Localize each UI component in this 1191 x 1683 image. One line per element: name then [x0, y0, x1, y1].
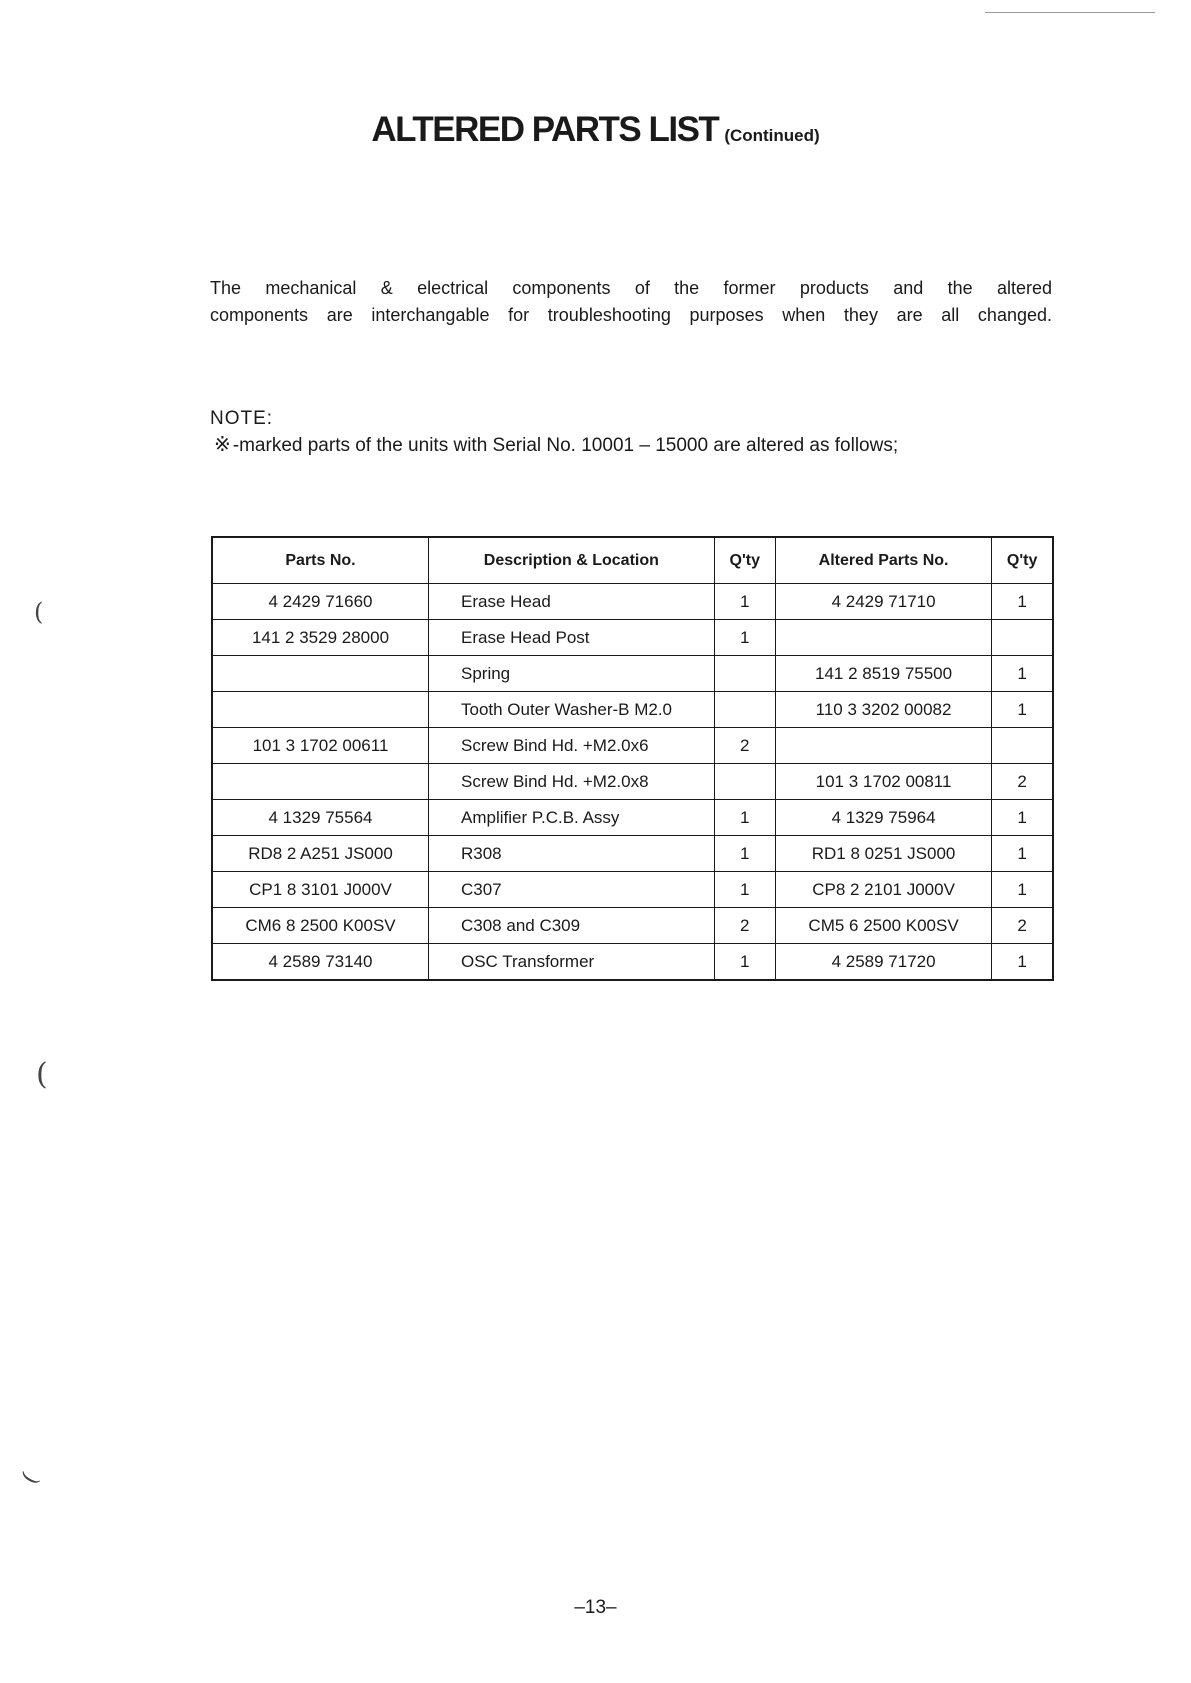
note-body: -marked parts of the units with Serial No. 10001 – 15000 are altered as follows;	[232, 435, 899, 456]
cell-qty: 1	[714, 584, 775, 620]
cell-parts-no: 141 2 3529 28000	[212, 620, 429, 656]
cell-altered-qty: 1	[992, 692, 1053, 728]
note-label: NOTE:	[210, 408, 274, 429]
cell-altered-qty: 1	[992, 944, 1053, 981]
table-row	[212, 692, 1053, 728]
header-parts-no: Parts No.	[212, 537, 429, 584]
cell-description: Spring	[429, 656, 715, 692]
note-text	[214, 432, 898, 457]
cell-qty	[714, 764, 775, 800]
cell-altered-parts-no: 4 2429 71710	[775, 584, 992, 620]
table-row	[212, 800, 1053, 836]
cell-altered-qty: 1	[992, 800, 1053, 836]
table-row	[212, 656, 1053, 692]
cell-parts-no: CM6 8 2500 K00SV	[212, 908, 429, 944]
intro-line-2: components are interchangable for troubleshooting purposes when they are all changed.	[210, 305, 1052, 325]
cell-qty: 1	[714, 836, 775, 872]
cell-parts-no	[212, 656, 429, 692]
cell-description: Tooth Outer Washer-B M2.0	[429, 692, 715, 728]
cell-description: Erase Head	[429, 584, 715, 620]
header-description: Description & Location	[429, 537, 715, 584]
cell-parts-no	[212, 692, 429, 728]
cell-qty: 1	[714, 800, 775, 836]
parts-table	[211, 536, 1054, 981]
cell-altered-parts-no: 4 2589 71720	[775, 944, 992, 981]
cell-description: OSC Transformer	[429, 944, 715, 981]
cell-qty: 1	[714, 944, 775, 981]
cell-qty	[714, 656, 775, 692]
cell-altered-qty: 1	[992, 584, 1053, 620]
cell-altered-parts-no: RD1 8 0251 JS000	[775, 836, 992, 872]
cell-altered-parts-no	[775, 620, 992, 656]
page-title-main: ALTERED PARTS LIST	[371, 110, 719, 149]
cell-description: Erase Head Post	[429, 620, 715, 656]
cell-altered-qty: 1	[992, 872, 1053, 908]
header-qty: Q'ty	[714, 537, 775, 584]
cell-qty: 1	[714, 620, 775, 656]
scan-edge-line	[985, 12, 1155, 13]
cell-altered-qty: 2	[992, 908, 1053, 944]
cell-altered-parts-no: 141 2 8519 75500	[775, 656, 992, 692]
page-title	[0, 110, 1191, 150]
table-row	[212, 836, 1053, 872]
cell-parts-no: 4 2429 71660	[212, 584, 429, 620]
cell-description: C307	[429, 872, 715, 908]
intro-paragraph	[210, 275, 1052, 329]
cell-parts-no: 101 3 1702 00611	[212, 728, 429, 764]
binding-hole-mark: (	[17, 1468, 44, 1489]
cell-description: C308 and C309	[429, 908, 715, 944]
table-row	[212, 872, 1053, 908]
cell-altered-parts-no: 101 3 1702 00811	[775, 764, 992, 800]
cell-altered-qty: 2	[992, 764, 1053, 800]
table-row	[212, 944, 1053, 981]
table-row	[212, 728, 1053, 764]
cell-parts-no: RD8 2 A251 JS000	[212, 836, 429, 872]
page-number: –13–	[574, 1597, 617, 1618]
cell-parts-no: CP1 8 3101 J000V	[212, 872, 429, 908]
header-altered-parts-no: Altered Parts No.	[775, 537, 992, 584]
table-row	[212, 620, 1053, 656]
cell-altered-parts-no: 110 3 3202 00082	[775, 692, 992, 728]
cell-parts-no: 4 1329 75564	[212, 800, 429, 836]
cell-altered-qty: 1	[992, 836, 1053, 872]
cell-altered-parts-no: CM5 6 2500 K00SV	[775, 908, 992, 944]
intro-line-1: The mechanical & electrical components of the former products and the altered	[210, 278, 1052, 298]
cell-altered-parts-no	[775, 728, 992, 764]
asterisk-mark-icon: ※	[214, 434, 231, 456]
cell-qty: 2	[714, 728, 775, 764]
cell-qty: 2	[714, 908, 775, 944]
table-row	[212, 908, 1053, 944]
cell-description: Screw Bind Hd. +M2.0x6	[429, 728, 715, 764]
page-title-subtitle: (Continued)	[724, 126, 820, 145]
cell-qty	[714, 692, 775, 728]
cell-altered-qty	[992, 620, 1053, 656]
table-header-row	[212, 537, 1053, 584]
cell-description: Screw Bind Hd. +M2.0x8	[429, 764, 715, 800]
cell-altered-parts-no: CP8 2 2101 J000V	[775, 872, 992, 908]
cell-description: Amplifier P.C.B. Assy	[429, 800, 715, 836]
cell-parts-no	[212, 764, 429, 800]
table-row	[212, 584, 1053, 620]
binding-hole-mark: (	[36, 1057, 48, 1092]
cell-altered-qty	[992, 728, 1053, 764]
table-row	[212, 764, 1053, 800]
cell-altered-parts-no: 4 1329 75964	[775, 800, 992, 836]
cell-description: R308	[429, 836, 715, 872]
cell-qty: 1	[714, 872, 775, 908]
cell-altered-qty: 1	[992, 656, 1053, 692]
header-altered-qty: Q'ty	[992, 537, 1053, 584]
cell-parts-no: 4 2589 73140	[212, 944, 429, 981]
binding-hole-mark: (	[34, 598, 44, 626]
